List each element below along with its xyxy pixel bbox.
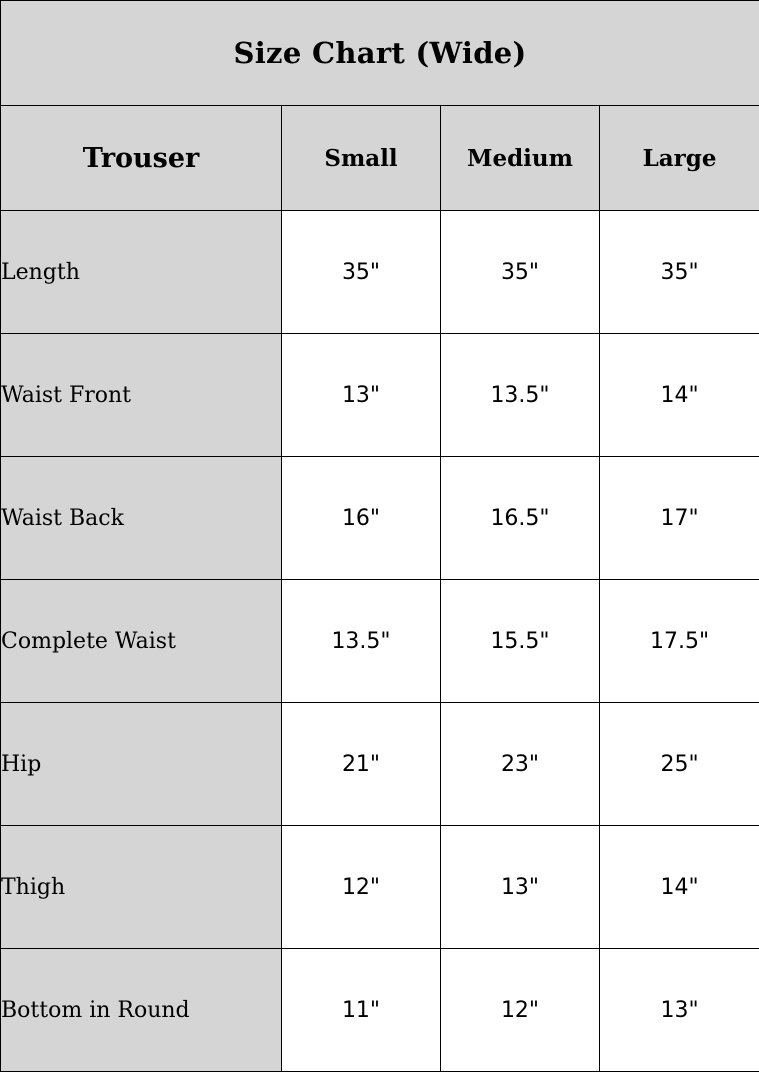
row-label: Waist Front	[1, 334, 282, 457]
row-value-medium: 35"	[441, 211, 600, 334]
column-header-large: Large	[600, 106, 759, 211]
table-row	[1, 826, 759, 949]
row-value-large: 14"	[600, 334, 759, 457]
table-row	[1, 580, 759, 703]
page-title: Size Chart (Wide)	[1, 1, 759, 106]
row-value-large: 13"	[600, 949, 759, 1072]
row-value-small: 12"	[282, 826, 441, 949]
column-header-trouser: Trouser	[1, 106, 282, 211]
row-label: Length	[1, 211, 282, 334]
row-value-large: 35"	[600, 211, 759, 334]
table-header-row	[1, 106, 759, 211]
row-value-small: 13.5"	[282, 580, 441, 703]
row-label: Hip	[1, 703, 282, 826]
column-header-medium: Medium	[441, 106, 600, 211]
row-value-small: 35"	[282, 211, 441, 334]
table-row	[1, 334, 759, 457]
row-value-medium: 23"	[441, 703, 600, 826]
row-value-medium: 12"	[441, 949, 600, 1072]
row-value-medium: 15.5"	[441, 580, 600, 703]
row-value-medium: 16.5"	[441, 457, 600, 580]
row-value-small: 21"	[282, 703, 441, 826]
row-value-medium: 13"	[441, 826, 600, 949]
row-value-large: 17.5"	[600, 580, 759, 703]
table-row	[1, 949, 759, 1072]
column-header-small: Small	[282, 106, 441, 211]
row-label: Bottom in Round	[1, 949, 282, 1072]
table-row	[1, 457, 759, 580]
row-label: Thigh	[1, 826, 282, 949]
row-value-large: 25"	[600, 703, 759, 826]
row-value-small: 16"	[282, 457, 441, 580]
row-value-large: 17"	[600, 457, 759, 580]
row-value-medium: 13.5"	[441, 334, 600, 457]
table-row	[1, 211, 759, 334]
row-label: Complete Waist	[1, 580, 282, 703]
table-row	[1, 703, 759, 826]
title-row	[1, 1, 759, 106]
row-value-small: 11"	[282, 949, 441, 1072]
row-label: Waist Back	[1, 457, 282, 580]
row-value-large: 14"	[600, 826, 759, 949]
row-value-small: 13"	[282, 334, 441, 457]
